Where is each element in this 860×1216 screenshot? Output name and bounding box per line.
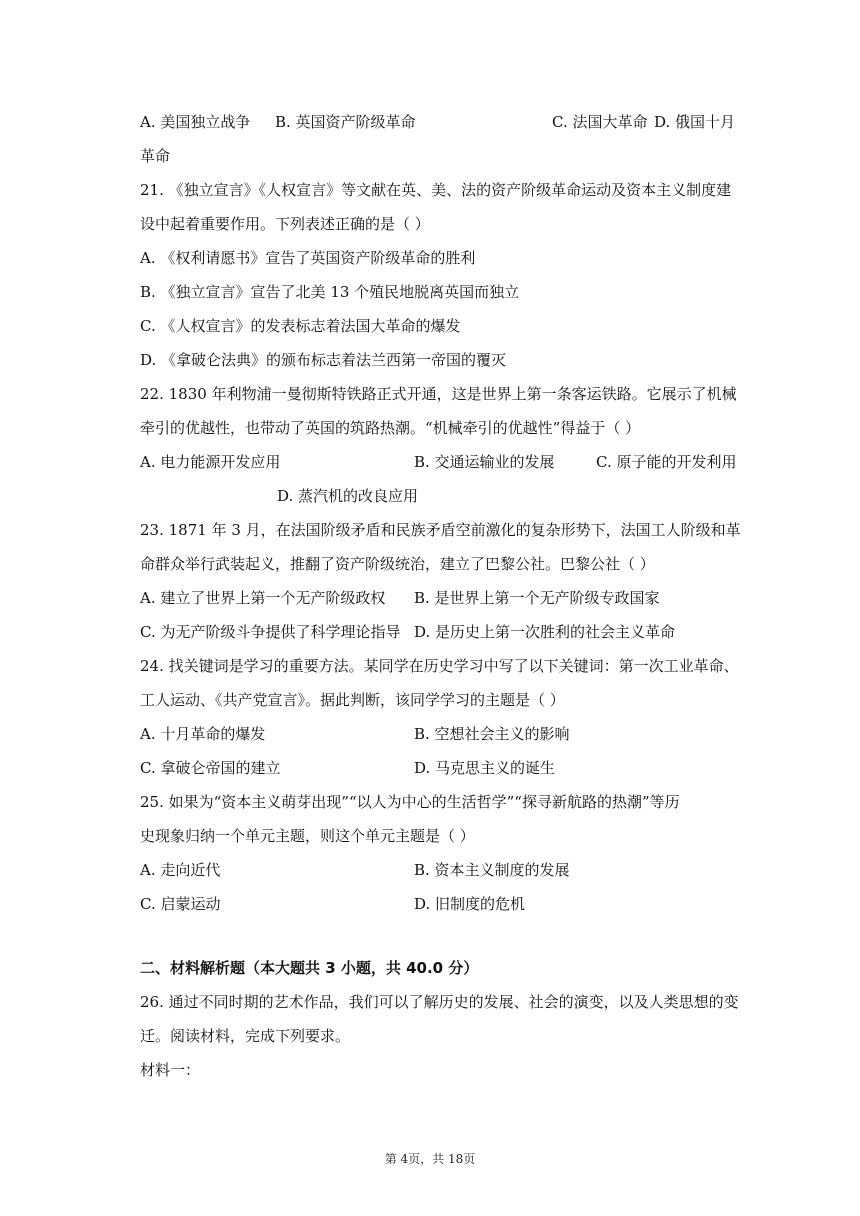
q26-stem-line2: 迁。阅读材料，完成下列要求。 — [140, 1027, 351, 1045]
q21-option-a: A. 《权利请愿书》宣告了英国资产阶级革命的胜利 — [140, 249, 476, 267]
q22-stem-line2: 牵引的优越性，也带动了英国的筑路热潮。“机械牵引的优越性”得益于（ ） — [140, 419, 641, 437]
q24-option-d: D. 马克思主义的诞生 — [414, 759, 556, 777]
q24-option-b: B. 空想社会主义的影响 — [414, 725, 570, 743]
q24-stem-line1: 24. 找关键词是学习的重要方法。某同学在历史学习中写了以下关键词：第一次工业革命、 — [140, 657, 739, 675]
q20-option-b: B. 英国资产阶级革命 — [275, 113, 416, 131]
page-number: 第 4页，共 18页 — [384, 1152, 476, 1166]
q21-stem-line2: 设中起着重要作用。下列表述正确的是（ ） — [140, 215, 430, 233]
q25-option-a: A. 走向近代 — [140, 861, 221, 879]
q24-option-a: A. 十月革命的爆发 — [140, 725, 266, 743]
q25-option-b: B. 资本主义制度的发展 — [414, 861, 570, 879]
q20-option-a: A. 美国独立战争 — [140, 113, 251, 131]
q23-option-a: A. 建立了世界上第一个无产阶级政权 — [140, 589, 386, 607]
q24-stem-line2: 工人运动、《共产党宣言》。据此判断，该同学学习的主题是（ ） — [140, 691, 565, 709]
section-title: 二、材料解析题（本大题共 3 小题，共 40.0 分） — [140, 959, 479, 977]
q22-option-d: D. 蒸汽机的改良应用 — [277, 487, 419, 505]
q24-option-c: C. 拿破仑帝国的建立 — [140, 759, 281, 777]
q22-option-c: C. 原子能的开发利用 — [596, 453, 737, 471]
q21-option-d: D. 《拿破仑法典》的颁布标志着法兰西第一帝国的覆灭 — [140, 351, 507, 369]
q20-option-wrap: 革命 — [140, 147, 171, 165]
q26-material-label: 材料一： — [140, 1061, 201, 1079]
q23-option-d: D. 是历史上第一次胜利的社会主义革命 — [414, 623, 676, 641]
q25-option-c: C. 启蒙运动 — [140, 895, 221, 913]
q20-option-c: C. 法国大革命 — [552, 113, 648, 131]
q20-option-d: D. 俄国十月 — [654, 113, 736, 131]
q21-option-c: C. 《人权宣言》的发表标志着法国大革命的爆发 — [140, 317, 461, 335]
q25-stem-line1: 25. 如果为“资本主义萌芽出现”“以人为中心的生活哲学”“探寻新航路的热潮”等历 — [140, 793, 680, 811]
q21-stem-line1: 21. 《独立宣言》《人权宣言》等文献在英、美、法的资产阶级革命运动及资本主义制度建 — [140, 181, 732, 199]
q22-option-a: A. 电力能源开发应用 — [140, 453, 281, 471]
q23-stem-line2: 命群众举行武装起义，推翻了资产阶级统治，建立了巴黎公社。巴黎公社（ ） — [140, 555, 655, 573]
q25-stem-line2: 史现象归纳一个单元主题，则这个单元主题是（ ） — [140, 827, 475, 845]
q22-stem-line1: 22. 1830 年利物浦一曼彻斯特铁路正式开通，这是世界上第一条客运铁路。它展示了机械 — [140, 385, 737, 403]
q22-option-b: B. 交通运输业的发展 — [414, 453, 555, 471]
q26-stem-line1: 26. 通过不同时期的艺术作品，我们可以了解历史的发展、社会的演变，以及人类思想的变 — [140, 993, 739, 1011]
q25-option-d: D. 旧制度的危机 — [414, 895, 526, 913]
q23-option-b: B. 是世界上第一个无产阶级专政国家 — [414, 589, 660, 607]
q23-option-c: C. 为无产阶级斗争提供了科学理论指导 — [140, 623, 401, 641]
q23-stem-line1: 23. 1871 年 3 月，在法国阶级矛盾和民族矛盾空前激化的复杂形势下，法国工人阶级和革 — [140, 521, 741, 539]
q21-option-b: B. 《独立宣言》宣告了北美 13 个殖民地脱离英国而独立 — [140, 283, 520, 301]
